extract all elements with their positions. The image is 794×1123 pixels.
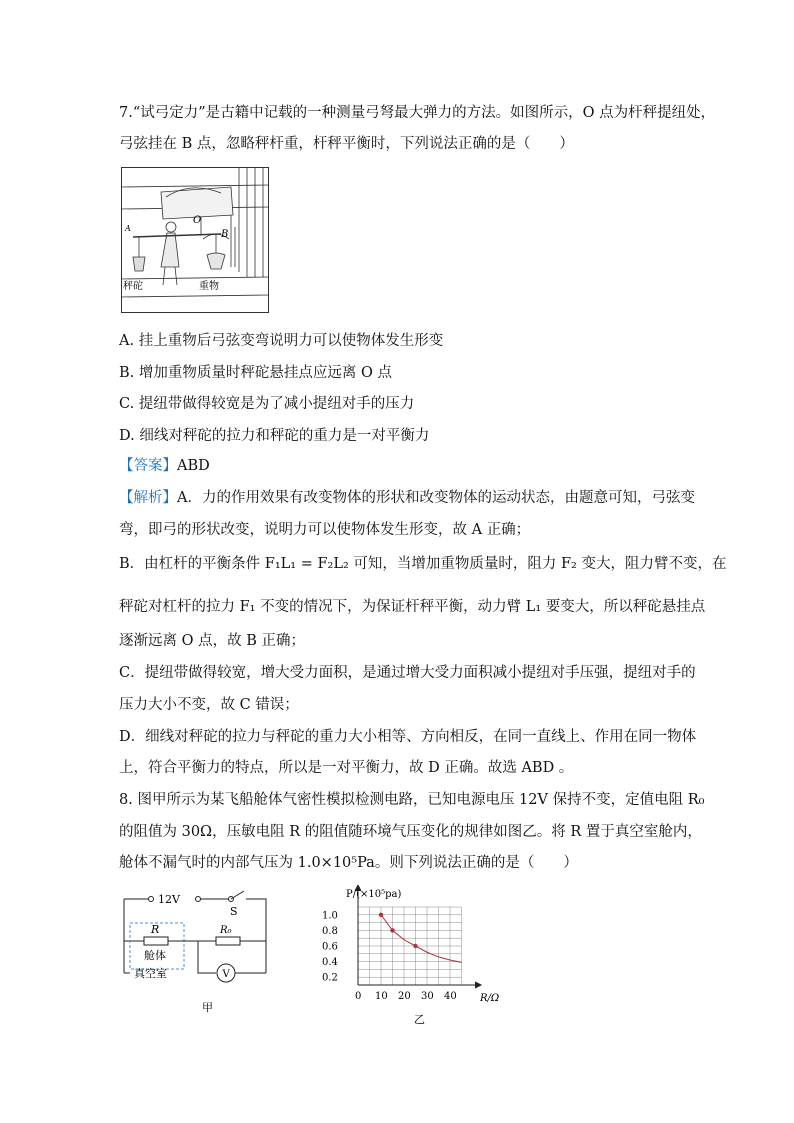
pressure-resistance-graph xyxy=(318,885,518,1030)
q7-option-b: B. 增加重物质量时秤砣悬挂点应远离 O 点 xyxy=(119,365,392,381)
q7-analysis-line9: 上，符合平衡力的特点，所以是一对平衡力，故 D 正确。故选 ABD 。 xyxy=(119,760,574,776)
y-tick-label: 0.6 xyxy=(322,941,338,953)
y-tick-label: 0.4 xyxy=(322,957,338,969)
y-tick-label: 1.0 xyxy=(322,910,338,922)
q7-stem-line1: 7.“试弓定力”是古籍中记载的一种测量弓弩最大弹力的方法。如图所示，O 点为杆秤提纽处， xyxy=(119,105,716,121)
resistor-r-label: R xyxy=(151,923,160,936)
circuit-caption: 甲 xyxy=(202,1001,213,1014)
q7-analysis-line1 xyxy=(119,488,695,508)
answer-tag: 【答案】 xyxy=(119,458,177,474)
switch-label: S xyxy=(230,905,238,918)
q7-analysis-line5: 逐渐远离 O 点，故 B 正确； xyxy=(119,633,305,649)
point-o-label: O xyxy=(193,215,202,226)
q7-analysis-line7: 压力大小不变，故 C 错误； xyxy=(119,697,299,713)
voltage-label: 12V xyxy=(158,893,180,906)
cabin-label: 舱体 xyxy=(144,949,166,962)
q7-answer xyxy=(119,456,210,476)
answer-value: ABD xyxy=(177,458,210,474)
point-a-label: A xyxy=(125,224,131,233)
y-axis-label: P/(×10⁵pa) xyxy=(346,889,402,900)
y-tick-label: 0.2 xyxy=(322,972,338,984)
analysis-text: A．力的作用效果有改变物体的形状和改变物体的运动状态，由题意可知，弓弦变 xyxy=(177,490,695,506)
weight-label: 重物 xyxy=(199,281,219,292)
q7-stem-line2: 弓弦挂在 B 点，忽略秤杆重，杆秤平衡时，下列说法正确的是（ ） xyxy=(119,136,574,152)
q7-illustration xyxy=(121,167,269,313)
x-tick-label: 0 xyxy=(355,991,362,1002)
data-point xyxy=(379,913,383,917)
q8-stem-line2: 的阻值为 30Ω，压敏电阻 R 的阻值随环境气压变化的规律如图乙。将 R 置于真空室舱内， xyxy=(119,824,702,840)
data-point xyxy=(413,944,417,948)
analysis-tag: 【解析】 xyxy=(119,490,177,506)
data-point xyxy=(390,928,394,932)
scale-weight-label: 秤砣 xyxy=(123,281,143,292)
x-tick-label: 10 xyxy=(375,991,388,1002)
q7-option-a: A. 挂上重物后弓弦变弯说明力可以使物体发生形变 xyxy=(119,333,444,349)
q7-analysis-line4: 秤砣对杠杆的拉力 F₁ 不变的情况下，为保证杆秤平衡，动力臂 L₁ 要变大，所以秤砣悬挂点 xyxy=(119,599,706,615)
vacuum-label: 真空室 xyxy=(134,967,167,980)
y-tick-label: 0.8 xyxy=(322,925,338,937)
q7-analysis-line8: D．细线对秤砣的拉力与秤砣的重力大小相等、方向相反，在同一直线上、作用在同一物体 xyxy=(119,729,697,745)
q7-analysis-line6: C．提纽带做得较宽，增大受力面积，是通过增大受力面积减小提纽对手压强，提纽对手的 xyxy=(119,665,696,681)
x-tick-label: 40 xyxy=(444,991,457,1002)
resistor-r0-label: R₀ xyxy=(220,925,232,936)
q7-analysis-line3: B．由杠杆的平衡条件 F₁L₁ = F₂L₂ 可知，当增加重物质量时，阻力 F₂ 变大，阻力臂不变，在 xyxy=(119,556,727,572)
q7-analysis-line2: 弯，即弓的形状改变，说明力可以使物体发生形变，故 A 正确； xyxy=(119,522,531,538)
q7-option-d: D. 细线对秤砣的拉力和秤砣的重力是一对平衡力 xyxy=(119,428,430,444)
x-axis-label: R/Ω xyxy=(480,993,500,1004)
circuit-diagram xyxy=(118,885,278,1015)
x-tick-label: 20 xyxy=(398,991,411,1002)
q8-stem-line1: 8. 图甲所示为某飞船舱体气密性模拟检测电路，已知电源电压 12V 保持不变，定值电阻 R₀ xyxy=(119,792,705,808)
q8-stem-line3: 舱体不漏气时的内部气压为 1.0×10⁵Pa。则下列说法正确的是（ ） xyxy=(119,855,578,871)
point-b-label: B xyxy=(221,229,229,240)
voltmeter-icon: V xyxy=(222,969,230,980)
series-line xyxy=(381,915,462,963)
q7-option-c: C. 提纽带做得较宽是为了减小提纽对手的压力 xyxy=(119,396,415,412)
x-tick-label: 30 xyxy=(421,991,434,1002)
graph-caption: 乙 xyxy=(414,1013,425,1026)
